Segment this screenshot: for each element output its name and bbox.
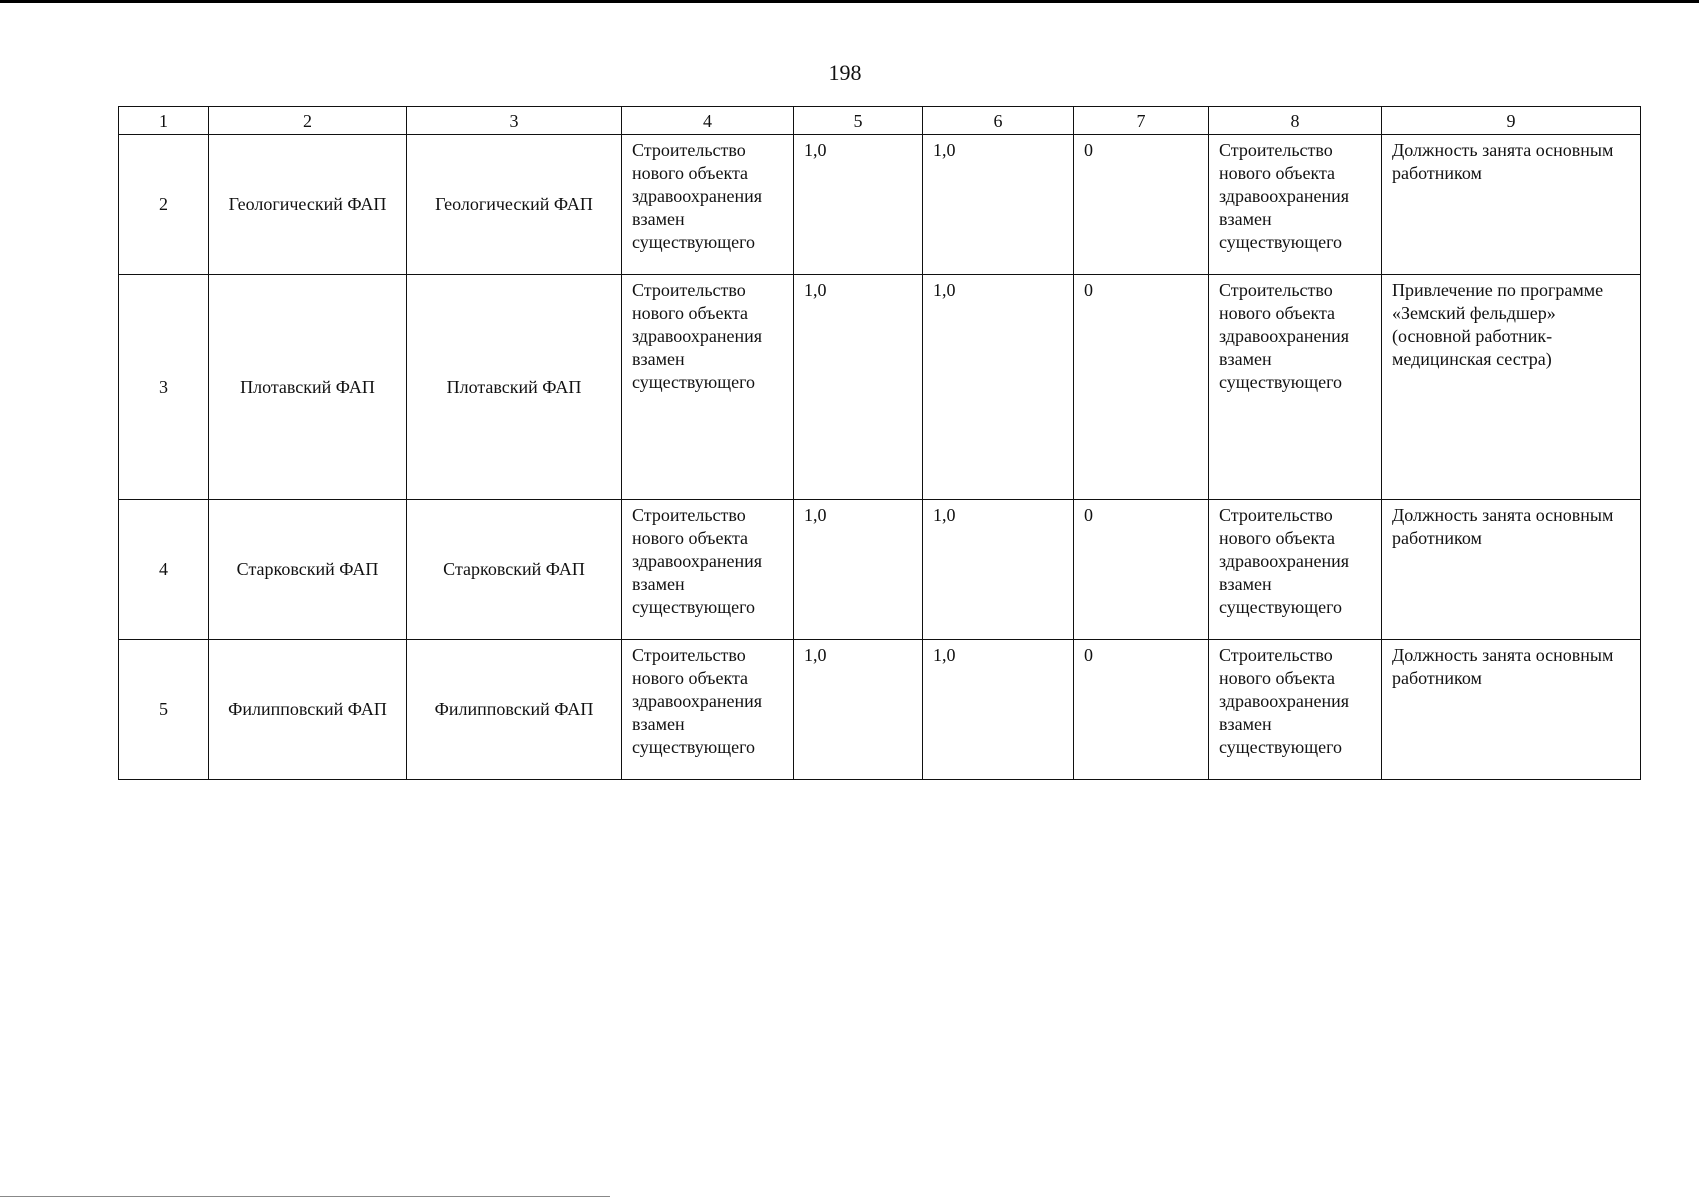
- measure-cell: Строительство нового объекта здравоохранения взамен существующего: [622, 640, 794, 780]
- value-cell-7: 0: [1074, 135, 1209, 275]
- settlement-cell: Геологический ФАП: [209, 135, 407, 275]
- column-header: 8: [1209, 107, 1382, 135]
- measure-cell-8: Строительство нового объекта здравоохранения взамен существующего: [1209, 640, 1382, 780]
- settlement-cell: Старковский ФАП: [209, 500, 407, 640]
- row-number-cell: 3: [119, 275, 209, 500]
- measure-cell-8: Строительство нового объекта здравоохранения взамен существующего: [1209, 135, 1382, 275]
- column-header: 5: [794, 107, 923, 135]
- column-header: 6: [923, 107, 1074, 135]
- value-cell-7: 0: [1074, 275, 1209, 500]
- column-header: 4: [622, 107, 794, 135]
- row-number-cell: 2: [119, 135, 209, 275]
- facility-cell: Филипповский ФАП: [407, 640, 622, 780]
- measure-cell-8: Строительство нового объекта здравоохранения взамен существующего: [1209, 275, 1382, 500]
- column-number-row: [119, 107, 1641, 135]
- measure-cell: Строительство нового объекта здравоохранения взамен существующего: [622, 135, 794, 275]
- value-cell-6: 1,0: [923, 135, 1074, 275]
- value-cell-7: 0: [1074, 640, 1209, 780]
- settlement-cell: Филипповский ФАП: [209, 640, 407, 780]
- facility-cell: Старковский ФАП: [407, 500, 622, 640]
- table-row: [119, 275, 1641, 500]
- status-cell: Должность занята основным работником: [1382, 500, 1641, 640]
- value-cell-5: 1,0: [794, 135, 923, 275]
- column-header: 7: [1074, 107, 1209, 135]
- value-cell-7: 0: [1074, 500, 1209, 640]
- facility-cell: Плотавский ФАП: [407, 275, 622, 500]
- value-cell-5: 1,0: [794, 275, 923, 500]
- facility-cell: Геологический ФАП: [407, 135, 622, 275]
- measure-cell: Строительство нового объекта здравоохранения взамен существующего: [622, 500, 794, 640]
- table-row: [119, 500, 1641, 640]
- measure-cell: Строительство нового объекта здравоохранения взамен существующего: [622, 275, 794, 500]
- page-number: 198: [828, 60, 862, 85]
- scan-bottom-mark: [0, 1196, 610, 1197]
- column-header: 9: [1382, 107, 1641, 135]
- value-cell-6: 1,0: [923, 640, 1074, 780]
- column-header: 2: [209, 107, 407, 135]
- table-row: [119, 135, 1641, 275]
- table-row: [119, 640, 1641, 780]
- value-cell-6: 1,0: [923, 275, 1074, 500]
- status-cell: Привлечение по программе «Земский фельдшер» (основной работник- медицинская сестра): [1382, 275, 1641, 500]
- column-header: 1: [119, 107, 209, 135]
- row-number-cell: 4: [119, 500, 209, 640]
- measure-cell-8: Строительство нового объекта здравоохранения взамен существующего: [1209, 500, 1382, 640]
- status-cell: Должность занята основным работником: [1382, 135, 1641, 275]
- value-cell-5: 1,0: [794, 500, 923, 640]
- status-cell: Должность занята основным работником: [1382, 640, 1641, 780]
- data-table: [118, 106, 1641, 780]
- scan-top-edge: [0, 0, 1699, 3]
- row-number-cell: 5: [119, 640, 209, 780]
- column-header: 3: [407, 107, 622, 135]
- value-cell-5: 1,0: [794, 640, 923, 780]
- settlement-cell: Плотавский ФАП: [209, 275, 407, 500]
- value-cell-6: 1,0: [923, 500, 1074, 640]
